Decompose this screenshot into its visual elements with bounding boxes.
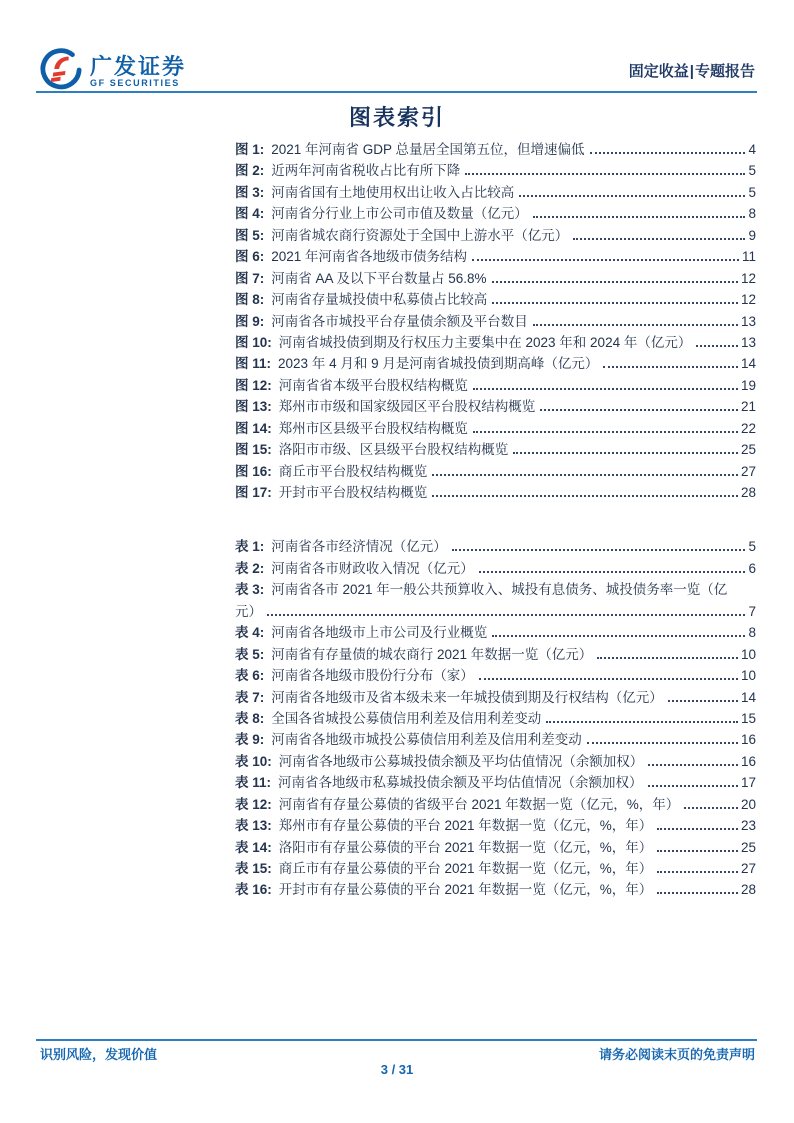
leader-dots: [465, 173, 745, 175]
leader-dots: [657, 871, 738, 873]
toc-entry-page: 11: [741, 249, 756, 265]
toc-entry-title: 河南省各市经济情况（亿元）: [271, 539, 447, 555]
footer-disclaimer-notice: 请务必阅读末页的免责声明: [598, 1047, 755, 1062]
figure-toc-entry[interactable]: [235, 289, 756, 310]
toc-entry-page: 19: [740, 377, 756, 393]
leader-dots: [492, 281, 738, 283]
toc-entry-label: 图 4:: [235, 206, 265, 222]
leader-dots: [519, 195, 745, 197]
toc-entry-title: 河南省各地级市公募城投债余额及平均估值情况（余额加权）: [278, 753, 644, 769]
table-toc-entry[interactable]: [235, 687, 756, 708]
leader-dots: [432, 495, 738, 497]
toc-entry-page: 9: [748, 227, 756, 243]
toc-entry-label: 表 6:: [235, 668, 265, 684]
table-toc-entry[interactable]: [235, 729, 756, 750]
toc-entry-page: 5: [748, 539, 756, 555]
toc-entry-title: 2023 年 4 月和 9 月是河南省城投债到期高峰（亿元）: [278, 356, 599, 372]
leader-dots: [590, 152, 746, 154]
table-toc-entry[interactable]: [235, 536, 756, 557]
table-toc-entry[interactable]: [235, 815, 756, 836]
logo-chinese-name: 广发证券: [90, 53, 187, 79]
leader-dots: [684, 807, 738, 809]
toc-entry-label: 表 12:: [235, 796, 272, 812]
toc-entry-label: 图 6:: [235, 249, 265, 265]
figure-toc-entry[interactable]: [235, 461, 756, 482]
toc-entry-page: 10: [740, 668, 756, 684]
toc-entry-label: 表 9:: [235, 732, 265, 748]
leader-dots: [668, 700, 738, 702]
leader-dots: [657, 892, 738, 894]
toc-entry-page: 21: [740, 399, 756, 415]
toc-entry-label: 图 1:: [235, 142, 265, 157]
figure-toc-entry[interactable]: [235, 225, 756, 246]
toc-entry-title: 河南省分行业上市公司市值及数量（亿元）: [271, 206, 528, 222]
toc-entry-title: 郑州市市级和国家级园区平台股权结构概览: [278, 399, 536, 415]
toc-entry-label: 表 5:: [235, 646, 265, 662]
toc-entry-title: 河南省各市财政收入情况（亿元）: [271, 560, 474, 576]
toc-entry-page: 17: [740, 775, 756, 791]
logo-english-name: GF SECURITIES: [90, 78, 180, 89]
leader-dots: [648, 785, 738, 787]
page-title: 图表索引: [348, 105, 445, 130]
toc-entry-title: 开封市平台股权结构概览: [278, 485, 428, 500]
toc-entry-label: 表 8:: [235, 710, 265, 726]
report-type-header: [629, 60, 755, 81]
page-number-indicator: 3 / 31: [380, 1062, 414, 1077]
toc-entry-label: 表 11:: [235, 775, 272, 791]
toc-entry-page: 25: [740, 839, 756, 855]
table-toc-entry[interactable]: [235, 858, 756, 879]
toc-entry-title: 河南省各地级市及省本级未来一年城投债到期及行权结构（亿元）: [271, 689, 663, 705]
toc-entry-page: 14: [740, 689, 756, 705]
table-toc-entry[interactable]: [235, 708, 756, 729]
leader-dots: [492, 302, 738, 304]
chart-index-toc: [235, 139, 756, 901]
figure-toc-entry[interactable]: [235, 203, 756, 224]
leader-dots: [432, 474, 738, 476]
toc-entry-title: 开封市有存量公募债的平台 2021 年数据一览（亿元，%，年）: [278, 882, 653, 898]
leader-dots: [587, 742, 738, 744]
toc-entry-label: 图 17:: [235, 485, 272, 500]
toc-entry-label: 表 4:: [235, 625, 265, 641]
toc-entry-label: 表 13:: [235, 818, 272, 834]
table-toc-entry[interactable]: [235, 879, 756, 900]
toc-entry-page: 6: [748, 560, 756, 576]
table-toc-entry[interactable]: [235, 665, 756, 686]
toc-entry-page: 13: [740, 313, 756, 329]
figure-toc-entry[interactable]: [235, 246, 756, 267]
figure-toc-entry[interactable]: [235, 332, 756, 353]
toc-entry-page: 27: [740, 463, 756, 479]
leader-dots: [513, 452, 738, 454]
toc-entry-title: 商丘市平台股权结构概览: [278, 463, 428, 479]
toc-entry-title: 洛阳市有存量公募债的平台 2021 年数据一览（亿元，%，年）: [278, 839, 653, 855]
leader-dots: [603, 366, 738, 368]
figure-toc-entry[interactable]: [235, 482, 756, 503]
table-toc-entry[interactable]: [235, 772, 756, 793]
toc-entry-label: 表 15:: [235, 861, 272, 876]
toc-entry-title: 商丘市有存量公募债的平台 2021 年数据一览（亿元，%，年）: [278, 861, 653, 876]
toc-entry-title: 河南省城农商行资源处于全国中上游水平（亿元）: [271, 227, 569, 243]
toc-entry-page: 13: [740, 334, 756, 350]
toc-entry-title: 河南省有存量公募债的省级平台 2021 年数据一览（亿元，%，年）: [278, 796, 680, 812]
figure-toc-entry[interactable]: [235, 268, 756, 289]
toc-entry-page: 10: [740, 646, 756, 662]
toc-entry-label: 表 7:: [235, 689, 265, 705]
report-type-separator: |: [689, 63, 694, 80]
toc-entry-title: 洛阳市市级、区县级平台股权结构概览: [278, 442, 509, 458]
toc-entry-title: 2021 年河南省 GDP 总量居全国第五位，但增速偏低: [271, 142, 585, 157]
toc-entry-page: 23: [740, 818, 756, 834]
toc-entry-label: 图 9:: [235, 313, 265, 329]
toc-entry-page: 25: [740, 442, 756, 458]
toc-entry-title: 近两年河南省税收占比有所下降: [271, 163, 461, 179]
report-category: 固定收益: [628, 63, 689, 80]
toc-entry-label: 图 13:: [235, 399, 272, 415]
figure-toc-entry[interactable]: [235, 353, 756, 374]
leader-dots: [657, 850, 738, 852]
toc-entry-label: 图 2:: [235, 163, 265, 179]
leader-dots: [472, 259, 739, 261]
leader-dots: [473, 388, 738, 390]
toc-entry-title: 河南省有存量债的城农商行 2021 年数据一览（亿元）: [271, 646, 593, 662]
table-toc-entry[interactable]: [235, 579, 756, 600]
toc-entry-label: 图 10:: [235, 334, 272, 350]
toc-entry-label: 表 10:: [235, 753, 272, 769]
toc-entry-title: 河南省国有土地使用权出让收入占比较高: [271, 184, 515, 200]
toc-entry-label: 图 15:: [235, 442, 272, 458]
toc-entry-label: 图 8:: [235, 292, 265, 308]
table-toc-entry[interactable]: [235, 644, 756, 665]
toc-entry-page: 16: [740, 753, 756, 769]
leader-dots: [657, 828, 738, 830]
leader-dots: [473, 431, 738, 433]
figure-index-list: [235, 139, 756, 503]
table-toc-entry[interactable]: [235, 751, 756, 772]
footer-divider: [36, 1039, 757, 1041]
toc-entry-label: 表 2:: [235, 560, 265, 576]
toc-entry-page: 27: [740, 861, 756, 876]
toc-entry-page: 20: [740, 796, 756, 812]
table-toc-entry[interactable]: [235, 794, 756, 815]
figure-toc-entry[interactable]: [235, 182, 756, 203]
table-toc-entry[interactable]: [235, 558, 756, 579]
toc-entry-label: 图 5:: [235, 227, 265, 243]
toc-entry-title: 河南省各市 2021 年一般公共预算收入、城投有息债务、城投债务率一览（亿: [271, 582, 728, 598]
leader-dots: [696, 345, 738, 347]
figure-toc-entry[interactable]: [235, 375, 756, 396]
leader-dots: [540, 409, 738, 411]
toc-entry-page: 5: [748, 163, 756, 179]
toc-entry-title: 河南省省本级平台股权结构概览: [278, 377, 468, 393]
toc-entry-title: 2021 年河南省各地级市债务结构: [271, 249, 468, 265]
toc-entry-title: 河南省存量城投债中私募债占比较高: [271, 292, 488, 308]
toc-entry-page: 15: [740, 710, 756, 726]
leader-dots: [267, 614, 745, 616]
gf-securities-logo: [40, 48, 186, 95]
toc-entry-title: 河南省各地级市私募城投债余额及平均估值情况（余额加权）: [278, 775, 643, 791]
toc-entry-label: 图 11:: [235, 356, 272, 372]
toc-entry-title: 河南省 AA 及以下平台数量占 56.8%: [271, 270, 487, 286]
report-kind: 专题报告: [694, 63, 755, 80]
figure-toc-entry[interactable]: [235, 160, 756, 181]
leader-dots: [533, 216, 746, 218]
header-divider: [36, 91, 757, 93]
toc-entry-title: 河南省各地级市上市公司及行业概览: [271, 625, 488, 641]
toc-entry-title: 郑州市区县级平台股权结构概览: [278, 420, 468, 436]
leader-dots: [479, 678, 738, 680]
figure-toc-entry[interactable]: [235, 139, 756, 160]
toc-entry-page: 8: [748, 206, 756, 222]
figure-toc-entry[interactable]: [235, 418, 756, 439]
toc-entry-label: 图 3:: [235, 184, 265, 200]
toc-entry-label: 表 14:: [235, 839, 272, 855]
toc-entry-title: 郑州市有存量公募债的平台 2021 年数据一览（亿元，%，年）: [278, 818, 653, 834]
toc-entry-page: 14: [740, 356, 756, 372]
leader-dots: [546, 721, 738, 723]
toc-entry-page: 28: [740, 485, 756, 500]
leader-dots: [573, 238, 745, 240]
toc-entry-page: 8: [748, 625, 756, 641]
toc-entry-label: 图 12:: [235, 377, 272, 393]
figure-toc-entry[interactable]: [235, 439, 756, 460]
toc-entry-page: 7: [748, 603, 756, 619]
leader-dots: [479, 571, 746, 573]
toc-entry-page: 28: [740, 882, 756, 898]
gf-logo-emblem-icon: [40, 48, 82, 95]
toc-entry-title: 全国各省城投公募债信用利差及信用利差变动: [271, 710, 542, 726]
toc-entry-title: 元）: [235, 603, 262, 619]
toc-entry-page: 4: [748, 142, 756, 157]
figure-toc-entry[interactable]: [235, 311, 756, 332]
footer-slogan: 识别风险，发现价值: [40, 1047, 158, 1062]
leader-dots: [492, 635, 745, 637]
toc-entry-page: 16: [740, 732, 756, 748]
toc-entry-label: 图 7:: [235, 270, 265, 286]
toc-entry-label: 表 3:: [235, 582, 265, 598]
toc-entry-label: 表 16:: [235, 882, 272, 898]
leader-dots: [648, 764, 738, 766]
leader-dots: [597, 657, 738, 659]
table-toc-entry[interactable]: [235, 837, 756, 858]
toc-entry-title: 河南省各地级市城投公募债信用利差及信用利差变动: [271, 732, 582, 748]
toc-entry-label: 图 14:: [235, 420, 272, 436]
figure-toc-entry[interactable]: [235, 396, 756, 417]
table-index-list: [235, 536, 756, 900]
toc-entry-title: 河南省各市城投平台存量债余额及平台数目: [271, 313, 528, 329]
table-toc-entry[interactable]: [235, 622, 756, 643]
toc-entry-page: 12: [740, 270, 756, 286]
leader-dots: [452, 549, 746, 551]
table-toc-entry-continuation[interactable]: [235, 601, 756, 622]
toc-entry-title: 河南省城投债到期及行权压力主要集中在 2023 年和 2024 年（亿元）: [278, 334, 692, 350]
toc-entry-page: 12: [740, 292, 756, 308]
leader-dots: [533, 324, 738, 326]
toc-entry-label: 表 1:: [235, 539, 265, 555]
toc-entry-label: 图 16:: [235, 463, 272, 479]
toc-entry-title: 河南省各地级市股份行分布（家）: [271, 668, 474, 684]
toc-entry-page: 22: [740, 420, 756, 436]
toc-entry-page: 5: [748, 184, 756, 200]
